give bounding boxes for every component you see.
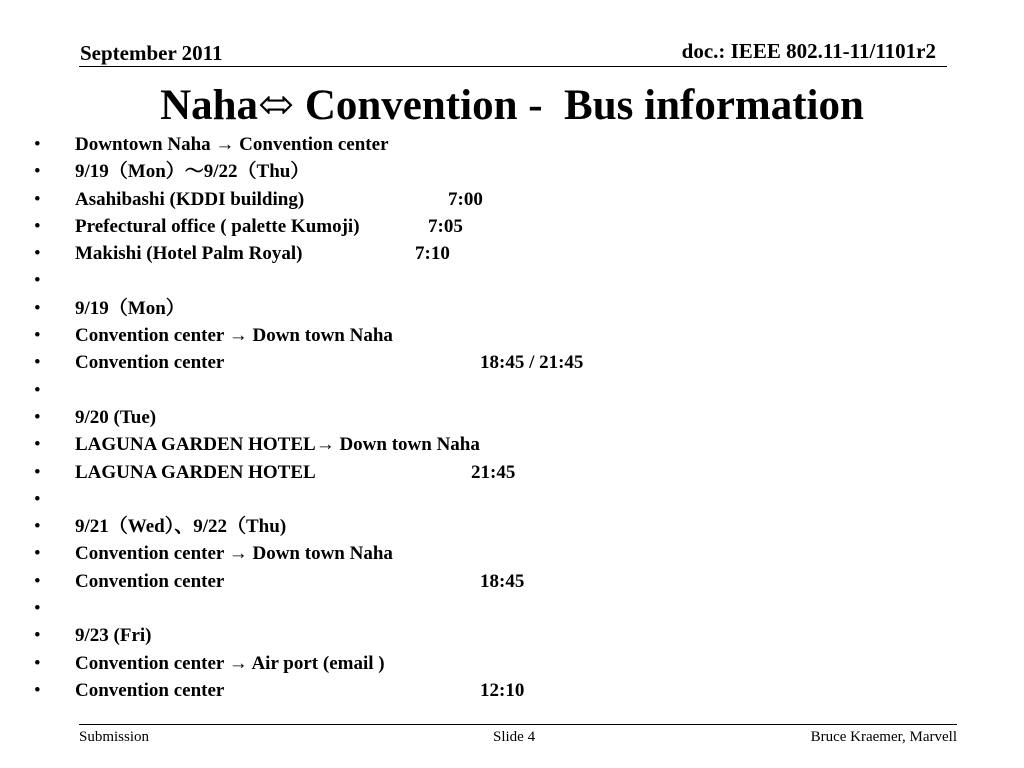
departure-time: 7:05 [428, 215, 463, 237]
list-item [0, 486, 1024, 513]
bullet-dot-icon: • [34, 625, 41, 647]
bullet-dot-icon: • [34, 406, 41, 428]
list-item [0, 295, 1024, 322]
bullet-text: Asahibashi (KDDI building) [75, 188, 305, 210]
list-item [0, 650, 1024, 677]
departure-time: 7:10 [415, 243, 450, 265]
bullet-dot-icon: • [34, 379, 41, 401]
bullet-text: Downtown Naha → Convention center [75, 134, 389, 155]
bullet-dot-icon: • [34, 652, 41, 674]
bullet-dot-icon: • [34, 461, 41, 483]
bullet-text: 9/19（Mon） [75, 297, 185, 319]
bullet-text: 9/20 (Tue) [75, 406, 157, 428]
bullet-dot-icon: • [34, 188, 41, 210]
list-item [0, 377, 1024, 404]
bullet-text: Makishi (Hotel Palm Royal) [75, 243, 303, 265]
bullet-dot-icon: • [34, 570, 41, 592]
header-divider [79, 66, 947, 67]
list-item [0, 677, 1024, 704]
bullet-dot-icon: • [34, 325, 41, 347]
footer-author: Bruce Kraemer, Marvell [810, 729, 957, 745]
list-item [0, 158, 1024, 185]
list-item [0, 322, 1024, 349]
bullet-dot-icon: • [34, 434, 41, 456]
bullet-dot-icon: • [34, 543, 41, 565]
bullet-text: LAGUNA GARDEN HOTEL→ Down town Naha [75, 434, 480, 456]
bullet-text: Convention center [75, 679, 225, 701]
list-item [0, 622, 1024, 649]
list-item [0, 595, 1024, 622]
footer-submission: Submission [79, 729, 150, 745]
header-date: September 2011 [80, 41, 223, 65]
bullet-text: Prefectural office ( palette Kumoji) [75, 215, 360, 237]
bus-schedule-list [0, 131, 1024, 704]
list-item [0, 240, 1024, 267]
departure-time: 7:00 [448, 188, 483, 210]
departure-time: 18:45 [480, 570, 525, 592]
bullet-text: 9/21（Wed）、9/22（Thu) [75, 516, 287, 538]
document-id: doc.: IEEE 802.11-11/1101r2 [681, 39, 936, 63]
footer-divider [79, 724, 957, 725]
bullet-dot-icon: • [34, 243, 41, 265]
bullet-dot-icon: • [34, 297, 41, 319]
list-item [0, 131, 1024, 158]
bullet-dot-icon: • [34, 488, 41, 510]
list-item [0, 404, 1024, 431]
bullet-dot-icon: • [34, 352, 41, 374]
bullet-dot-icon: • [34, 134, 41, 155]
departure-time: 18:45 / 21:45 [480, 352, 584, 374]
list-item [0, 213, 1024, 240]
list-item [0, 568, 1024, 595]
bullet-dot-icon: • [34, 516, 41, 538]
footer-slide-number: Slide 4 [493, 729, 536, 745]
bullet-text: Convention center [75, 570, 225, 592]
bullet-dot-icon: • [34, 215, 41, 237]
bullet-text: Convention center → Air port (email ) [75, 652, 385, 674]
list-item [0, 513, 1024, 540]
bullet-dot-icon: • [34, 270, 41, 292]
bullet-text: Convention center → Down town Naha [75, 325, 393, 347]
list-item [0, 186, 1024, 213]
slide-title: Naha⬄ Convention - Bus information [160, 82, 864, 129]
departure-time: 12:10 [480, 679, 525, 701]
list-item [0, 431, 1024, 458]
bullet-dot-icon: • [34, 598, 41, 620]
bullet-text: LAGUNA GARDEN HOTEL [75, 461, 316, 483]
bullet-text: 9/23 (Fri) [75, 625, 152, 647]
list-item [0, 349, 1024, 376]
bullet-dot-icon: • [34, 679, 41, 701]
bullet-text: Convention center → Down town Naha [75, 543, 393, 565]
list-item [0, 540, 1024, 567]
bullet-text: Convention center [75, 352, 225, 374]
departure-time: 21:45 [471, 461, 516, 483]
bullet-text: 9/19（Mon）～9/22（Thu） [75, 161, 310, 183]
list-item [0, 459, 1024, 486]
list-item [0, 267, 1024, 294]
bullet-dot-icon: • [34, 161, 41, 183]
